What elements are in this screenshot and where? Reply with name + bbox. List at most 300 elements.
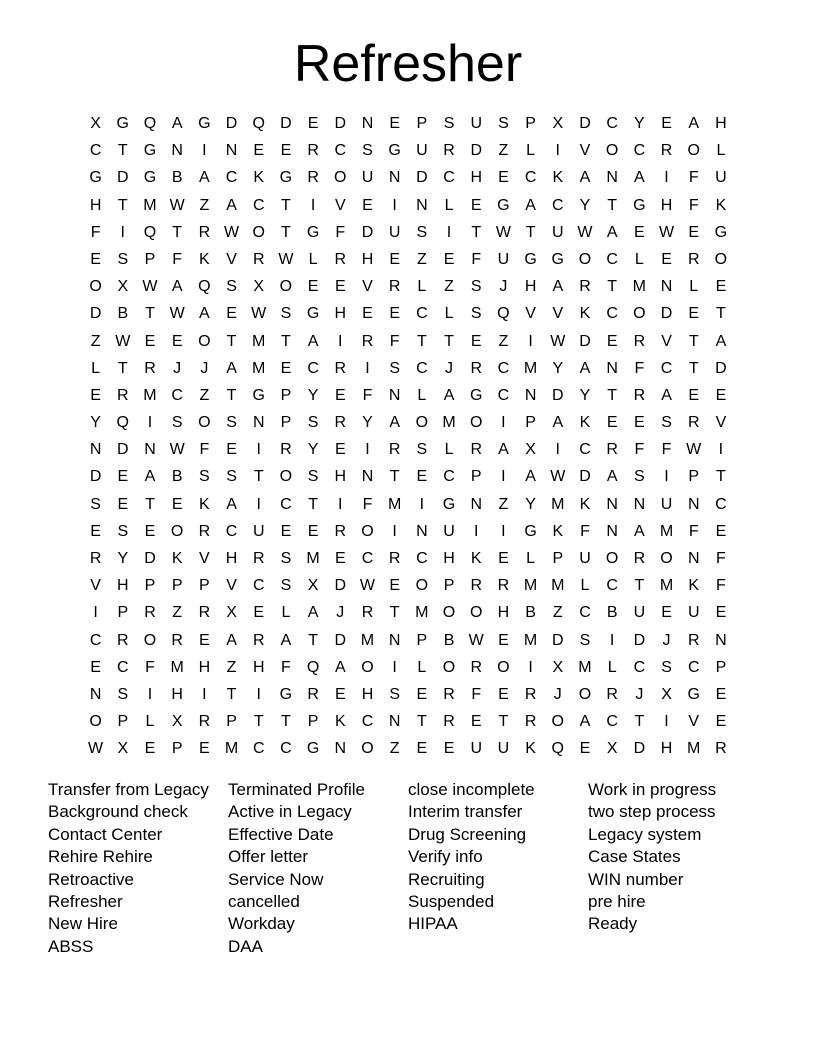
grid-letter: U [497, 250, 510, 268]
grid-letter: L [417, 278, 427, 296]
grid-letter: E [498, 550, 509, 567]
grid-letter: N [388, 713, 401, 731]
grid-letter: Y [525, 495, 536, 513]
grid-letter: S [661, 414, 672, 432]
grid-letter: S [280, 550, 292, 567]
grid-letter: X [253, 278, 265, 296]
grid-letter: C [552, 196, 564, 214]
grid-letter: B [606, 604, 618, 622]
grid-letter: C [497, 386, 510, 404]
grid-letter: V [90, 577, 101, 595]
grid-letter: R [443, 713, 455, 731]
grid-letter: U [497, 740, 510, 758]
grid-letter: R [171, 631, 183, 649]
grid-letter: E [280, 522, 292, 540]
grid-letter: L [444, 441, 454, 459]
grid-letter: F [471, 685, 482, 703]
word-list-item: Rehire Rehire [48, 847, 153, 867]
grid-letter: W [169, 441, 185, 459]
grid-letter: W [278, 250, 294, 268]
grid-letter: P [416, 115, 428, 132]
grid-letter: D [416, 169, 428, 187]
grid-letter: C [497, 359, 510, 377]
grid-letter: G [279, 169, 293, 187]
grid-letter: H [660, 196, 673, 214]
grid-letter: K [552, 169, 564, 187]
word-list-item: New Hire [48, 914, 118, 934]
grid-letter: C [361, 713, 374, 731]
grid-letter: M [306, 550, 320, 567]
grid-letter: W [88, 740, 104, 758]
grid-letter: H [334, 305, 347, 323]
word-list-item: pre hire [588, 892, 646, 912]
grid-letter: F [716, 550, 726, 567]
grid-letter: R [252, 631, 265, 649]
grid-letter: E [389, 577, 400, 595]
grid-letter: E [688, 386, 700, 404]
grid-letter: K [579, 414, 591, 432]
grid-letter: G [306, 305, 320, 323]
grid-letter: Z [389, 740, 400, 758]
grid-letter: E [498, 631, 509, 649]
grid-letter: V [334, 196, 346, 214]
grid-letter: L [607, 658, 617, 676]
grid-letter: Z [172, 604, 183, 622]
grid-letter: E [199, 631, 210, 649]
grid-letter: L [281, 604, 291, 622]
grid-letter: T [117, 359, 128, 377]
grid-letter: E [688, 305, 700, 323]
grid-letter: L [444, 196, 454, 214]
grid-letter: C [606, 305, 618, 323]
grid-letter: N [144, 441, 156, 459]
grid-letter: T [308, 631, 318, 649]
grid-letter: E [389, 115, 400, 132]
grid-letter: N [388, 631, 401, 649]
grid-letter: A [171, 115, 183, 132]
grid-letter: P [416, 631, 428, 649]
grid-letter: W [686, 441, 702, 459]
grid-letter: E [307, 115, 319, 132]
word-list-item: close incomplete [408, 780, 535, 799]
grid-letter: V [226, 577, 237, 595]
grid-letter: K [470, 550, 482, 567]
grid-letter: F [661, 441, 672, 459]
grid-letter: I [501, 522, 506, 540]
grid-letter: I [365, 441, 370, 459]
grid-letter: X [552, 115, 564, 132]
grid-letter: W [223, 223, 240, 241]
grid-letter: I [501, 414, 506, 432]
grid-letter: K [199, 495, 210, 513]
grid-letter: G [306, 740, 320, 758]
grid-letter: T [525, 223, 536, 241]
grid-letter: A [199, 305, 210, 323]
grid-letter: X [307, 577, 319, 595]
grid-letter: T [498, 713, 509, 731]
grid-letter: H [198, 658, 211, 676]
grid-letter: P [525, 414, 536, 432]
grid-letter: P [443, 577, 455, 595]
grid-letter: I [528, 332, 533, 350]
grid-letter: C [633, 142, 646, 160]
grid-letter: S [171, 414, 183, 432]
grid-letter: D [334, 577, 347, 595]
word-list [48, 779, 768, 958]
grid-letter: H [334, 468, 347, 486]
grid-letter: S [389, 685, 400, 703]
grid-letter: E [579, 740, 591, 758]
grid-letter: E [90, 658, 101, 676]
grid-letter: I [256, 685, 261, 703]
grid-letter: M [143, 196, 157, 214]
grid-letter: Z [498, 142, 509, 160]
grid-letter: S [416, 441, 428, 459]
grid-letter: T [688, 332, 699, 350]
grid-letter: I [555, 441, 560, 459]
grid-letter: U [470, 740, 482, 758]
grid-letter: C [579, 441, 591, 459]
grid-letter: O [578, 685, 592, 703]
grid-letter: G [442, 495, 456, 513]
word-list-item: Background check [48, 802, 188, 822]
grid-letter: H [497, 604, 510, 622]
grid-letter: S [226, 278, 237, 296]
grid-letter: T [716, 305, 726, 323]
grid-letter: I [310, 196, 316, 214]
grid-letter: S [226, 468, 237, 486]
grid-letter: R [307, 685, 319, 703]
grid-letter: H [117, 577, 129, 595]
letter-grid [82, 110, 735, 763]
grid-letter: E [334, 550, 346, 567]
grid-letter: L [580, 577, 590, 595]
grid-letter: Y [307, 441, 319, 459]
grid-letter: I [147, 685, 153, 703]
word-column [228, 779, 408, 958]
grid-letter: G [279, 685, 293, 703]
grid-letter: E [389, 250, 400, 268]
grid-letter: O [143, 631, 157, 649]
grid-letter: O [361, 658, 374, 676]
grid-letter: E [307, 278, 319, 296]
grid-letter: N [361, 468, 374, 486]
grid-letter: R [606, 441, 618, 459]
word-list-item: Active in Legacy [228, 802, 352, 822]
grid-letter: E [334, 386, 346, 404]
grid-letter: E [606, 414, 618, 432]
grid-letter: T [226, 685, 237, 703]
grid-letter: C [606, 250, 618, 268]
grid-letter: D [633, 740, 646, 758]
grid-letter: G [198, 115, 211, 132]
grid-letter: N [606, 495, 618, 513]
grid-letter: R [361, 604, 374, 622]
grid-letter: R [470, 658, 482, 676]
grid-letter: O [633, 305, 646, 323]
grid-letter: A [525, 196, 536, 214]
grid-letter: H [524, 278, 537, 296]
grid-letter: O [279, 468, 293, 486]
grid-letter: N [388, 169, 401, 187]
grid-letter: F [362, 495, 373, 513]
grid-letter: S [634, 468, 645, 486]
grid-letter: E [661, 250, 672, 268]
grid-letter: O [89, 713, 102, 731]
grid-letter: R [334, 414, 347, 432]
grid-letter: E [389, 305, 400, 323]
grid-letter: K [334, 713, 346, 731]
grid-letter: E [443, 250, 455, 268]
grid-letter: S [117, 522, 129, 540]
grid-letter: T [308, 495, 318, 513]
grid-letter: G [388, 142, 401, 160]
grid-letter: R [252, 250, 265, 268]
grid-letter: M [523, 359, 538, 377]
grid-letter: Q [306, 658, 320, 676]
grid-letter: E [498, 169, 509, 187]
grid-letter: D [660, 305, 673, 323]
grid-letter: C [225, 169, 238, 187]
grid-letter: R [334, 522, 347, 540]
grid-letter: R [198, 522, 211, 540]
word-list-item: Ready [588, 914, 638, 934]
grid-letter: A [552, 414, 564, 432]
grid-letter: I [338, 332, 343, 350]
grid-letter: K [199, 250, 210, 268]
grid-letter: Q [497, 305, 510, 323]
grid-letter: G [524, 522, 537, 540]
grid-letter: C [443, 468, 455, 486]
grid-letter: N [171, 142, 183, 160]
grid-letter: T [281, 332, 291, 350]
grid-letter: Y [307, 386, 319, 404]
grid-letter: L [526, 142, 536, 160]
grid-letter: X [661, 685, 672, 703]
grid-letter: A [307, 604, 319, 622]
grid-letter: D [579, 115, 591, 132]
grid-letter: S [199, 468, 210, 486]
grid-letter: H [470, 169, 482, 187]
grid-letter: R [470, 441, 482, 459]
grid-letter: R [687, 414, 700, 432]
grid-letter: S [117, 685, 129, 703]
grid-letter: M [551, 577, 565, 595]
grid-letter: V [688, 713, 700, 731]
grid-letter: T [117, 142, 128, 160]
grid-letter: J [662, 631, 671, 649]
grid-letter: F [634, 441, 645, 459]
grid-letter: E [117, 495, 129, 513]
grid-letter: E [280, 142, 292, 160]
grid-letter: C [633, 658, 646, 676]
grid-letter: T [226, 332, 237, 350]
grid-letter: A [280, 631, 292, 649]
grid-letter: A [552, 278, 564, 296]
grid-letter: U [579, 550, 591, 567]
grid-letter: N [361, 115, 374, 132]
grid-letter: D [89, 468, 102, 486]
grid-letter: U [687, 604, 700, 622]
grid-letter: T [471, 223, 482, 241]
grid-letter: W [468, 631, 484, 649]
grid-letter: C [252, 196, 265, 214]
grid-letter: C [280, 495, 292, 513]
grid-letter: X [90, 115, 101, 132]
grid-letter: E [334, 685, 346, 703]
grid-letter: A [226, 196, 237, 214]
grid-letter: Q [143, 115, 157, 132]
grid-letter: I [392, 522, 397, 540]
grid-letter: A [389, 414, 400, 432]
grid-letter: R [89, 550, 102, 567]
grid-letter: K [579, 495, 591, 513]
grid-letter: D [470, 142, 482, 160]
grid-letter: G [252, 386, 265, 404]
grid-letter: E [606, 332, 618, 350]
grid-letter: N [252, 414, 265, 432]
grid-letter: Y [552, 359, 564, 377]
grid-letter: L [526, 550, 536, 567]
grid-letter: E [470, 713, 482, 731]
word-list-item: Work in progress [588, 780, 717, 799]
grid-letter: W [251, 305, 267, 323]
grid-letter: E [715, 604, 727, 622]
word-column [408, 779, 588, 958]
grid-letter: R [388, 441, 401, 459]
word-list-item: ABSS [48, 936, 94, 956]
grid-letter: R [334, 250, 347, 268]
grid-letter: B [443, 631, 455, 649]
grid-letter: J [173, 359, 182, 377]
grid-letter: X [117, 278, 129, 296]
word-list-item: Refresher [48, 892, 123, 912]
grid-letter: R [198, 223, 211, 241]
grid-letter: E [90, 522, 101, 540]
grid-letter: C [660, 359, 673, 377]
grid-letter: W [550, 332, 566, 350]
grid-letter: C [89, 631, 102, 649]
grid-letter: Q [143, 223, 157, 241]
grid-letter: E [171, 332, 183, 350]
grid-letter: T [688, 359, 699, 377]
grid-letter: O [334, 169, 347, 187]
grid-letter: F [471, 250, 482, 268]
grid-letter: O [551, 713, 564, 731]
word-list-item: Transfer from Legacy [48, 780, 209, 799]
word-list-item: Terminated Profile [228, 780, 366, 799]
grid-letter: T [634, 713, 645, 731]
grid-letter: O [469, 604, 483, 622]
grid-letter: W [359, 577, 376, 595]
grid-letter: F [688, 522, 699, 540]
grid-letter: X [117, 740, 129, 758]
grid-letter: U [443, 522, 455, 540]
grid-letter: A [226, 359, 237, 377]
grid-letter: R [606, 685, 618, 703]
word-list-item: WIN number [588, 869, 684, 889]
grid-letter: D [89, 305, 102, 323]
grid-letter: A [661, 386, 672, 404]
grid-letter: O [89, 278, 102, 296]
grid-letter: E [715, 713, 727, 731]
grid-letter: N [687, 550, 700, 567]
grid-letter: R [361, 332, 374, 350]
grid-letter: C [687, 658, 700, 676]
grid-letter: T [281, 713, 291, 731]
grid-letter: G [469, 386, 483, 404]
grid-letter: I [528, 658, 533, 676]
grid-letter: B [525, 604, 536, 622]
grid-letter: E [715, 685, 727, 703]
grid-letter: S [117, 250, 129, 268]
grid-letter: X [606, 740, 618, 758]
grid-letter: E [416, 685, 428, 703]
grid-letter: R [660, 142, 673, 160]
grid-letter: F [362, 386, 373, 404]
grid-letter: S [498, 115, 509, 132]
grid-letter: T [253, 468, 264, 486]
grid-letter: G [143, 169, 157, 187]
grid-letter: Y [579, 196, 591, 214]
grid-letter: I [256, 495, 261, 513]
grid-letter: I [664, 169, 669, 187]
grid-letter: O [469, 414, 483, 432]
grid-letter: W [169, 196, 185, 214]
grid-letter: P [715, 658, 727, 676]
grid-letter: G [524, 250, 537, 268]
grid-letter: G [306, 223, 320, 241]
grid-letter: R [117, 631, 129, 649]
grid-letter: O [361, 522, 374, 540]
grid-letter: N [89, 685, 102, 703]
grid-letter: R [524, 685, 537, 703]
grid-letter: A [171, 278, 183, 296]
grid-letter: X [525, 441, 536, 459]
grid-letter: M [252, 359, 266, 377]
grid-letter: T [145, 495, 155, 513]
grid-letter: U [470, 115, 482, 132]
grid-letter: K [579, 305, 591, 323]
grid-letter: J [553, 685, 562, 703]
grid-letter: T [444, 332, 454, 350]
grid-letter: T [281, 196, 291, 214]
grid-letter: E [661, 115, 672, 132]
grid-letter: H [660, 740, 673, 758]
grid-letter: H [361, 250, 374, 268]
grid-letter: E [470, 196, 482, 214]
grid-letter: W [550, 468, 566, 486]
grid-letter: L [308, 250, 318, 268]
grid-letter: C [416, 550, 428, 567]
grid-letter: K [552, 522, 564, 540]
grid-letter: T [226, 386, 237, 404]
grid-letter: S [307, 414, 319, 432]
grid-letter: I [446, 223, 452, 241]
grid-letter: F [90, 223, 101, 241]
grid-letter: C [579, 604, 591, 622]
grid-letter: W [115, 332, 131, 350]
grid-letter: I [120, 223, 125, 241]
grid-letter: W [142, 278, 158, 296]
grid-letter: C [307, 359, 319, 377]
grid-letter: A [498, 441, 509, 459]
grid-letter: T [416, 332, 427, 350]
grid-letter: H [715, 115, 727, 132]
grid-letter: I [609, 631, 615, 649]
grid-letter: D [225, 115, 238, 132]
grid-letter: O [660, 550, 673, 567]
